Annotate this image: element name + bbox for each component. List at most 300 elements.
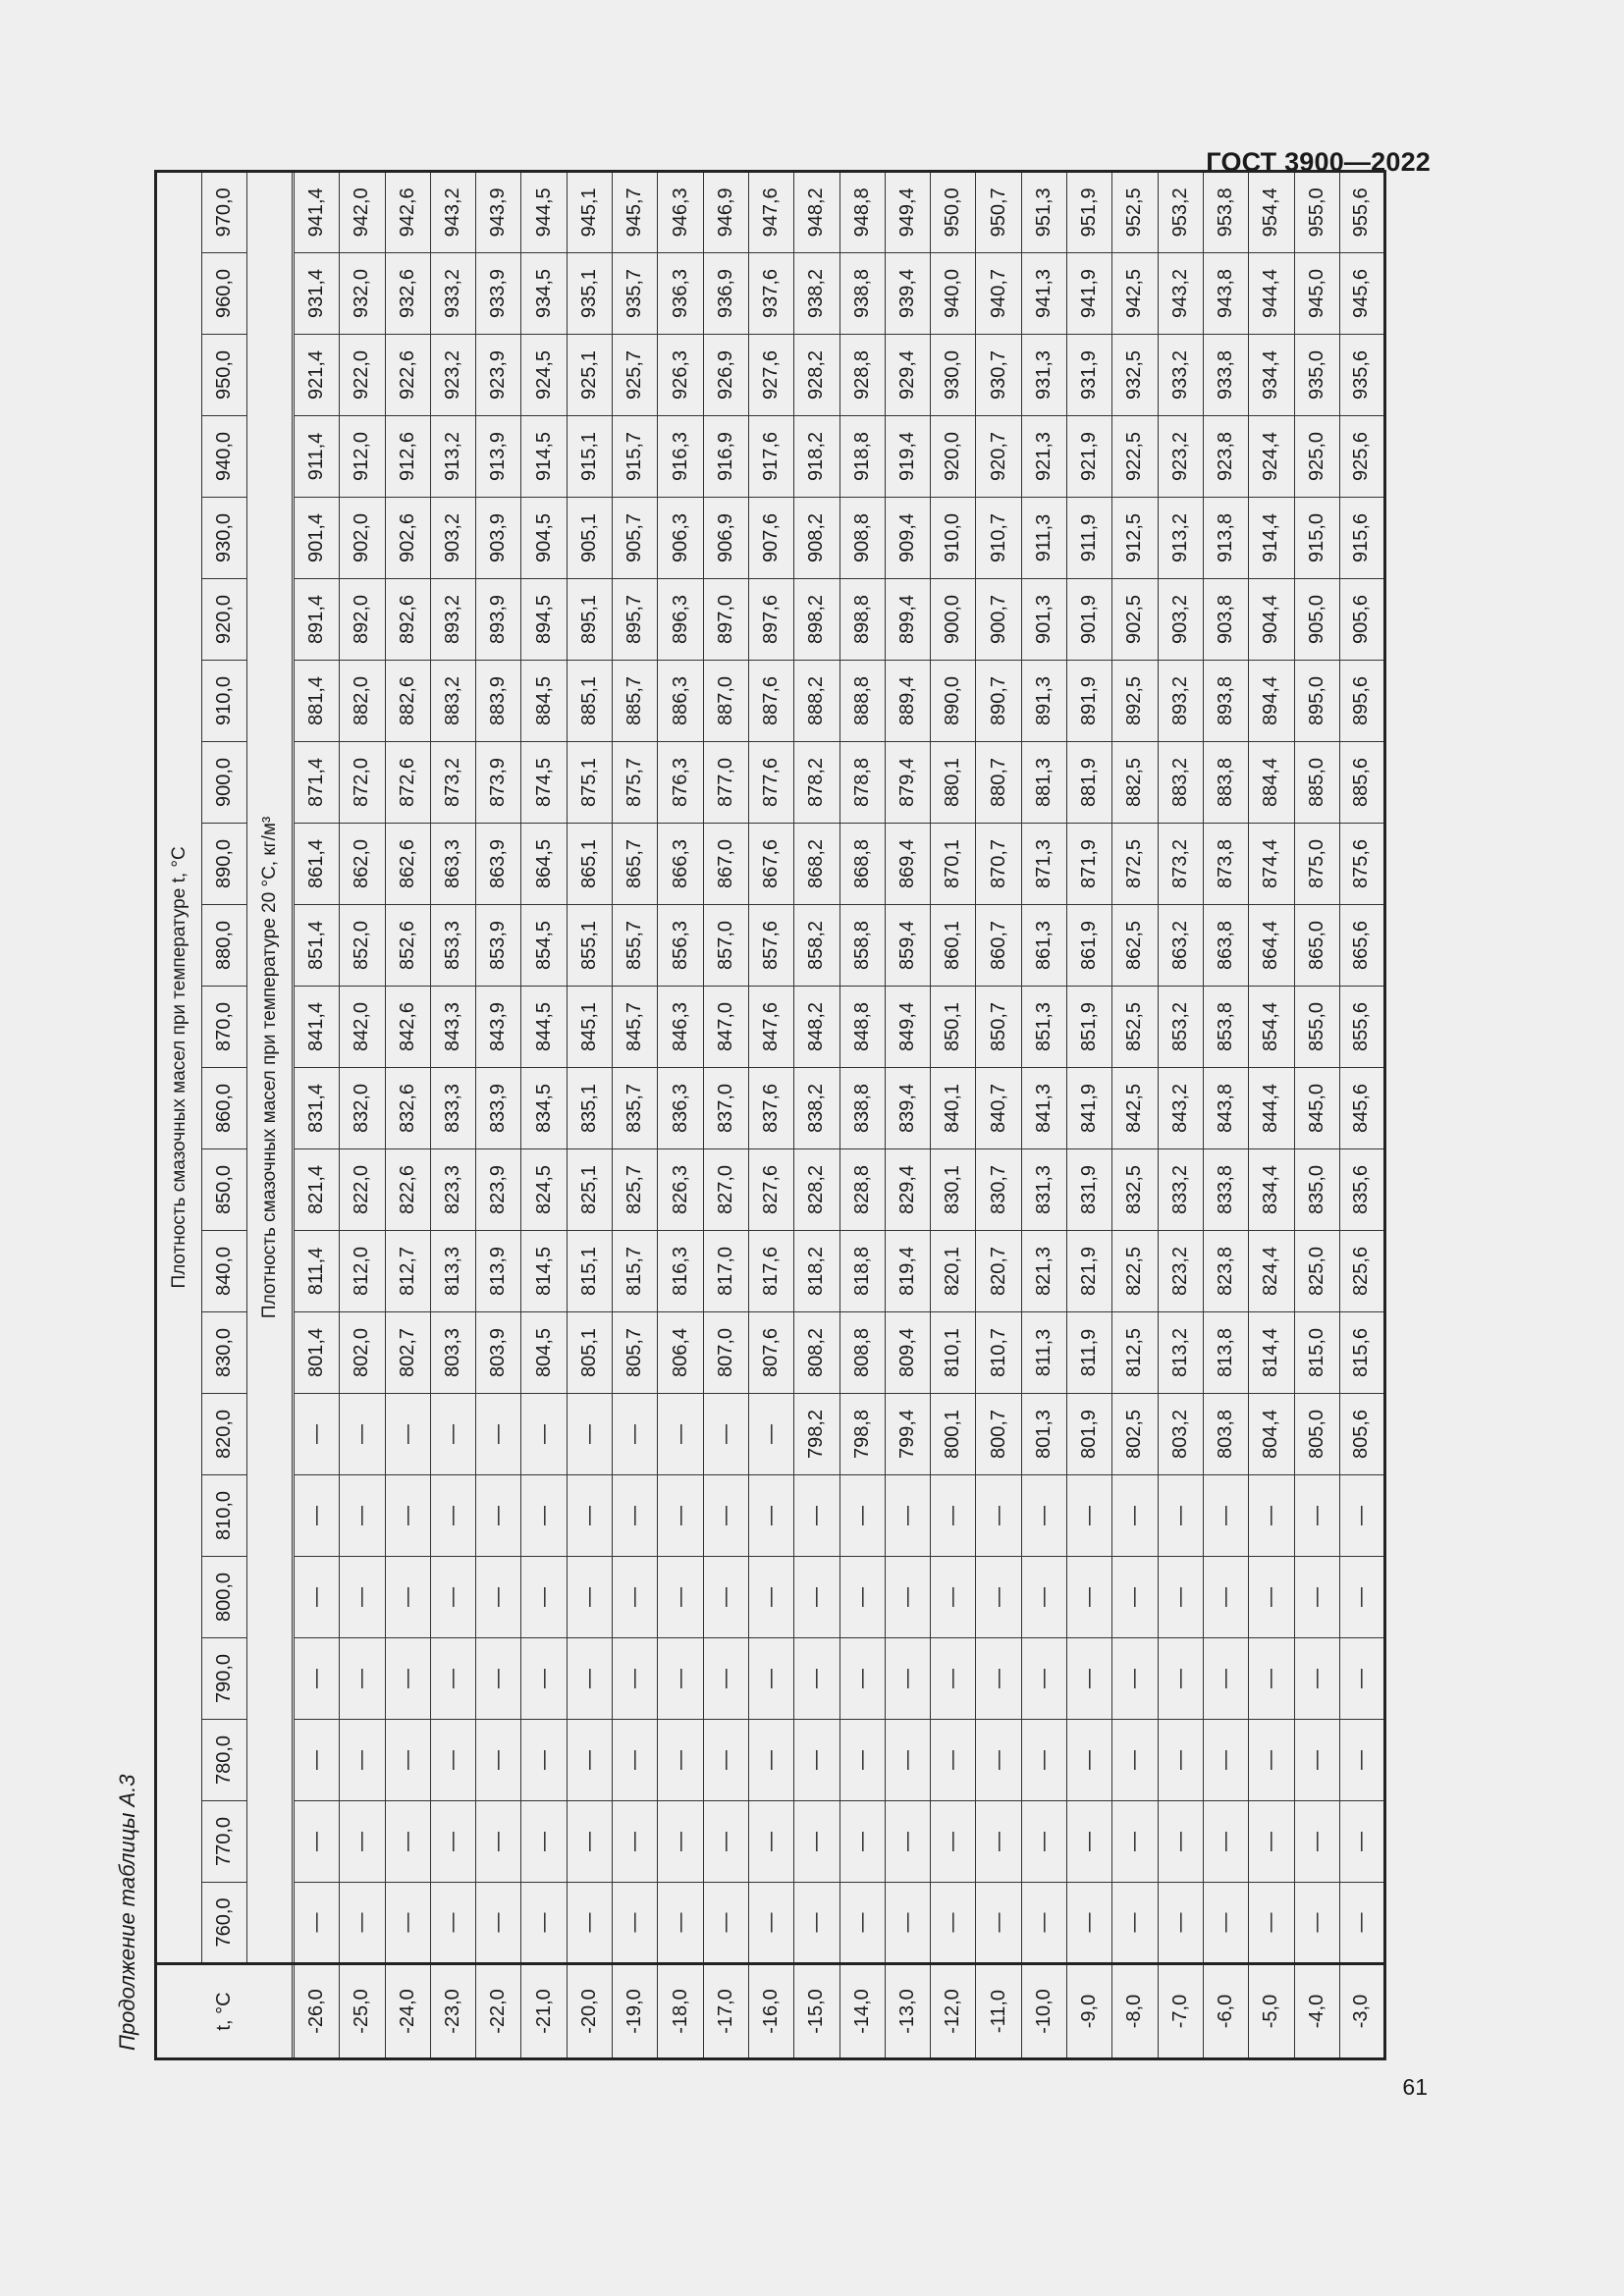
table-cell: 871,3	[1021, 824, 1066, 905]
table-cell: 874,5	[521, 742, 567, 824]
table-cell: 914,4	[1249, 498, 1294, 579]
table-cell: —	[703, 1475, 748, 1557]
table-cell: 950,7	[976, 171, 1021, 252]
table-cell: —	[703, 1394, 748, 1475]
table-cell: 903,2	[1158, 579, 1203, 661]
table-cell: —	[794, 1801, 839, 1883]
table-cell: 872,5	[1112, 824, 1158, 905]
table-cell: 885,0	[1294, 742, 1339, 824]
table-cell: —	[1158, 1475, 1203, 1557]
row-temperature: -11,0	[976, 1964, 1021, 2059]
table-cell: —	[1021, 1638, 1066, 1720]
table-cell: —	[976, 1720, 1021, 1801]
table-cell: —	[385, 1801, 430, 1883]
table-cell: 881,9	[1067, 742, 1112, 824]
document-code: ГОСТ 3900—2022	[1206, 147, 1431, 177]
table-cell: 831,9	[1067, 1149, 1112, 1231]
table-cell: —	[976, 1475, 1021, 1557]
table-cell: —	[658, 1883, 703, 1964]
table-cell: —	[931, 1638, 976, 1720]
column-header: 810,0	[202, 1475, 247, 1557]
table-cell: 880,7	[976, 742, 1021, 824]
table-cell: —	[295, 1638, 340, 1720]
table-cell: 887,6	[748, 661, 793, 742]
table-cell: —	[976, 1883, 1021, 1964]
table-cell: 831,4	[295, 1068, 340, 1149]
table-row	[794, 171, 839, 2058]
table-cell: —	[567, 1638, 612, 1720]
table-cell: 823,8	[1203, 1231, 1248, 1312]
table-cell: 873,9	[476, 742, 521, 824]
table-cell: 896,3	[658, 579, 703, 661]
table-cell: 942,0	[340, 171, 385, 252]
table-cell: —	[1249, 1720, 1294, 1801]
table-cell: —	[476, 1394, 521, 1475]
table-cell: —	[567, 1557, 612, 1638]
table-cell: —	[567, 1883, 612, 1964]
table-cell: 833,9	[476, 1068, 521, 1149]
table-cell: 833,8	[1203, 1149, 1248, 1231]
table-cell: 852,5	[1112, 987, 1158, 1068]
table-cell: 904,4	[1249, 579, 1294, 661]
table-cell: 916,3	[658, 416, 703, 498]
table-cell: 915,1	[567, 416, 612, 498]
table-cell: —	[613, 1394, 658, 1475]
table-cell: —	[885, 1801, 930, 1883]
table-cell: —	[1067, 1883, 1112, 1964]
table-cell: 827,0	[703, 1149, 748, 1231]
table-cell: 813,9	[476, 1231, 521, 1312]
table-cell: 942,5	[1112, 253, 1158, 335]
column-header: 840,0	[202, 1231, 247, 1312]
table-cell: 890,7	[976, 661, 1021, 742]
table-cell: 892,5	[1112, 661, 1158, 742]
table-cell: —	[567, 1801, 612, 1883]
row-temperature: -10,0	[1021, 1964, 1066, 2059]
table-cell: 943,8	[1203, 253, 1248, 335]
table-cell: 900,7	[976, 579, 1021, 661]
table-cell: 833,3	[430, 1068, 475, 1149]
table-cell: —	[430, 1557, 475, 1638]
table-cell: 811,9	[1067, 1312, 1112, 1394]
table-cell: —	[931, 1883, 976, 1964]
table-cell: —	[567, 1394, 612, 1475]
density-table	[154, 170, 1386, 2060]
table-cell: —	[295, 1801, 340, 1883]
table-cell: —	[839, 1720, 885, 1801]
table-cell: 922,5	[1112, 416, 1158, 498]
table-cell: —	[1112, 1475, 1158, 1557]
table-cell: 949,4	[885, 171, 930, 252]
table-cell: —	[839, 1475, 885, 1557]
table-cell: 822,5	[1112, 1231, 1158, 1312]
table-cell: 882,0	[340, 661, 385, 742]
table-cell: 910,7	[976, 498, 1021, 579]
table-cell: 854,5	[521, 905, 567, 987]
table-cell: 807,6	[748, 1312, 793, 1394]
table-cell: —	[1021, 1557, 1066, 1638]
table-cell: —	[1339, 1801, 1384, 1883]
table-cell: —	[748, 1394, 793, 1475]
table-cell: —	[658, 1557, 703, 1638]
table-cell: —	[1294, 1638, 1339, 1720]
table-cell: —	[295, 1475, 340, 1557]
table-cell: —	[1203, 1883, 1248, 1964]
table-cell: 825,1	[567, 1149, 612, 1231]
row-temperature: -21,0	[521, 1964, 567, 2059]
table-cell: 860,1	[931, 905, 976, 987]
table-cell: 919,4	[885, 416, 930, 498]
table-cell: —	[931, 1801, 976, 1883]
table-cell: 915,6	[1339, 498, 1384, 579]
table-cell: 830,1	[931, 1149, 976, 1231]
table-cell: 871,4	[295, 742, 340, 824]
table-cell: 811,4	[295, 1231, 340, 1312]
table-cell: 835,7	[613, 1068, 658, 1149]
table-cell: —	[340, 1720, 385, 1801]
table-cell: 835,6	[1339, 1149, 1384, 1231]
table-cell: 891,4	[295, 579, 340, 661]
column-header: 970,0	[202, 171, 247, 252]
table-cell: 855,6	[1339, 987, 1384, 1068]
density-at-20-header: Плотность смазочных масел при температуре 20 °C, кг/м³	[247, 171, 293, 1963]
table-cell: 847,6	[748, 987, 793, 1068]
table-cell: —	[703, 1883, 748, 1964]
table-cell: 923,2	[1158, 416, 1203, 498]
table-cell: 808,8	[839, 1312, 885, 1394]
table-cell: 824,4	[1249, 1231, 1294, 1312]
table-cell: 905,0	[1294, 579, 1339, 661]
table-cell: 802,7	[385, 1312, 430, 1394]
table-cell: 886,3	[658, 661, 703, 742]
table-cell: 885,7	[613, 661, 658, 742]
table-cell: 892,6	[385, 579, 430, 661]
table-cell: 875,7	[613, 742, 658, 824]
table-cell: 804,5	[521, 1312, 567, 1394]
table-cell: 852,6	[385, 905, 430, 987]
table-cell: 908,2	[794, 498, 839, 579]
table-cell: 876,3	[658, 742, 703, 824]
table-cell: 913,2	[430, 416, 475, 498]
table-cell: 865,7	[613, 824, 658, 905]
table-cell: 802,0	[340, 1312, 385, 1394]
column-header: 890,0	[202, 824, 247, 905]
table-cell: 941,3	[1021, 253, 1066, 335]
table-cell: 851,9	[1067, 987, 1112, 1068]
row-temperature: -25,0	[340, 1964, 385, 2059]
table-cell: —	[1249, 1475, 1294, 1557]
table-cell: 913,2	[1158, 498, 1203, 579]
table-cell: 895,1	[567, 579, 612, 661]
row-temperature: -18,0	[658, 1964, 703, 2059]
table-cell: —	[1021, 1883, 1066, 1964]
table-cell: 880,1	[931, 742, 976, 824]
table-cell: 867,6	[748, 824, 793, 905]
table-cell: 926,3	[658, 335, 703, 416]
table-cell: 865,6	[1339, 905, 1384, 987]
table-cell: 882,5	[1112, 742, 1158, 824]
table-cell: 944,5	[521, 171, 567, 252]
table-cell: 925,6	[1339, 416, 1384, 498]
column-header: 920,0	[202, 579, 247, 661]
table-cell: 842,5	[1112, 1068, 1158, 1149]
table-cell: 828,2	[794, 1149, 839, 1231]
table-cell: —	[613, 1557, 658, 1638]
table-cell: 931,4	[295, 253, 340, 335]
page-number: 61	[1402, 2074, 1428, 2100]
table-cell: 920,7	[976, 416, 1021, 498]
table-cell: 952,5	[1112, 171, 1158, 252]
table-cell: 800,7	[976, 1394, 1021, 1475]
table-cell: 890,0	[931, 661, 976, 742]
table-cell: 817,0	[703, 1231, 748, 1312]
table-cell: 898,2	[794, 579, 839, 661]
table-cell: 905,7	[613, 498, 658, 579]
table-row	[1339, 171, 1384, 2058]
table-cell: 843,2	[1158, 1068, 1203, 1149]
table-cell: 829,4	[885, 1149, 930, 1231]
table-cell: —	[1112, 1720, 1158, 1801]
row-temperature: -15,0	[794, 1964, 839, 2059]
table-cell: 905,6	[1339, 579, 1384, 661]
table-cell: —	[885, 1720, 930, 1801]
table-cell: 928,2	[794, 335, 839, 416]
table-cell: 950,0	[931, 171, 976, 252]
table-cell: —	[521, 1801, 567, 1883]
table-cell: 881,3	[1021, 742, 1066, 824]
row-temperature: -19,0	[613, 1964, 658, 2059]
table-cell: —	[1294, 1475, 1339, 1557]
table-cell: 813,3	[430, 1231, 475, 1312]
table-cell: 917,6	[748, 416, 793, 498]
table-cell: 932,0	[340, 253, 385, 335]
table-row	[1112, 171, 1158, 2058]
table-cell: 887,0	[703, 661, 748, 742]
table-cell: —	[613, 1720, 658, 1801]
table-cell: 911,3	[1021, 498, 1066, 579]
table-cell: 817,6	[748, 1231, 793, 1312]
table-cell: 895,6	[1339, 661, 1384, 742]
table-cell: —	[703, 1557, 748, 1638]
table-cell: 893,2	[430, 579, 475, 661]
table-cell: 951,9	[1067, 171, 1112, 252]
table-cell: 931,9	[1067, 335, 1112, 416]
table-cell: —	[1339, 1638, 1384, 1720]
table-cell: 937,6	[748, 253, 793, 335]
table-cell: 866,3	[658, 824, 703, 905]
table-cell: —	[613, 1801, 658, 1883]
table-cell: 838,8	[839, 1068, 885, 1149]
table-cell: 905,1	[567, 498, 612, 579]
table-cell: 940,7	[976, 253, 1021, 335]
table-row	[1158, 171, 1203, 2058]
table-cell: 845,6	[1339, 1068, 1384, 1149]
table-cell: 943,2	[1158, 253, 1203, 335]
table-cell: 832,6	[385, 1068, 430, 1149]
table-cell: 803,8	[1203, 1394, 1248, 1475]
table-cell: —	[748, 1475, 793, 1557]
table-row	[521, 171, 567, 2058]
table-cell: 854,4	[1249, 987, 1294, 1068]
table-cell: 864,5	[521, 824, 567, 905]
table-cell: —	[839, 1557, 885, 1638]
table-cell: 921,9	[1067, 416, 1112, 498]
table-cell: 925,7	[613, 335, 658, 416]
table-cell: —	[430, 1883, 475, 1964]
table-cell: —	[295, 1394, 340, 1475]
table-cell: 813,8	[1203, 1312, 1248, 1394]
row-temperature: -16,0	[748, 1964, 793, 2059]
column-header: 880,0	[202, 905, 247, 987]
table-cell: 868,8	[839, 824, 885, 905]
table-cell: 909,4	[885, 498, 930, 579]
table-cell: 814,5	[521, 1231, 567, 1312]
table-cell: 831,3	[1021, 1149, 1066, 1231]
table-cell: 851,4	[295, 905, 340, 987]
table-cell: —	[976, 1638, 1021, 1720]
table-cell: —	[1158, 1557, 1203, 1638]
column-header: 780,0	[202, 1720, 247, 1801]
table-cell: 810,7	[976, 1312, 1021, 1394]
table-cell: —	[430, 1394, 475, 1475]
table-cell: 955,0	[1294, 171, 1339, 252]
table-cell: 845,7	[613, 987, 658, 1068]
table-cell: 803,2	[1158, 1394, 1203, 1475]
table-cell: 894,4	[1249, 661, 1294, 742]
table-cell: —	[1203, 1638, 1248, 1720]
table-cell: 885,1	[567, 661, 612, 742]
table-cell: 825,7	[613, 1149, 658, 1231]
table-row	[703, 171, 748, 2058]
table-cell: 818,2	[794, 1231, 839, 1312]
table-cell: 870,1	[931, 824, 976, 905]
table-cell: 823,2	[1158, 1231, 1203, 1312]
table-cell: 921,4	[295, 335, 340, 416]
table-cell: 835,0	[1294, 1149, 1339, 1231]
table-cell: 830,7	[976, 1149, 1021, 1231]
table-cell: 803,9	[476, 1312, 521, 1394]
table-cell: 806,4	[658, 1312, 703, 1394]
table-cell: 944,4	[1249, 253, 1294, 335]
table-cell: 819,4	[885, 1231, 930, 1312]
column-header: 870,0	[202, 987, 247, 1068]
column-header: 850,0	[202, 1149, 247, 1231]
table-cell: 865,1	[567, 824, 612, 905]
table-cell: —	[340, 1475, 385, 1557]
table-cell: 893,8	[1203, 661, 1248, 742]
table-cell: 920,0	[931, 416, 976, 498]
table-cell: 855,7	[613, 905, 658, 987]
table-cell: —	[613, 1638, 658, 1720]
table-cell: —	[703, 1720, 748, 1801]
table-cell: 832,0	[340, 1068, 385, 1149]
table-cell: —	[658, 1475, 703, 1557]
table-cell: 850,1	[931, 987, 976, 1068]
table-cell: —	[658, 1394, 703, 1475]
table-cell: 935,6	[1339, 335, 1384, 416]
table-cell: 821,9	[1067, 1231, 1112, 1312]
table-cell: —	[1112, 1883, 1158, 1964]
table-cell: —	[885, 1883, 930, 1964]
table-cell: 863,9	[476, 824, 521, 905]
table-cell: —	[385, 1475, 430, 1557]
table-cell: 844,4	[1249, 1068, 1294, 1149]
table-cell: 933,9	[476, 253, 521, 335]
table-cell: 871,9	[1067, 824, 1112, 905]
table-cell: 942,6	[385, 171, 430, 252]
table-cell: 844,5	[521, 987, 567, 1068]
table-row	[567, 171, 612, 2058]
table-cell: —	[794, 1638, 839, 1720]
table-cell: 938,2	[794, 253, 839, 335]
table-cell: —	[748, 1801, 793, 1883]
table-cell: 915,7	[613, 416, 658, 498]
table-row	[340, 171, 385, 2058]
table-cell: 922,0	[340, 335, 385, 416]
table-cell: —	[703, 1801, 748, 1883]
table-cell: 800,1	[931, 1394, 976, 1475]
table-cell: —	[295, 1557, 340, 1638]
table-cell: —	[885, 1638, 930, 1720]
table-cell: —	[839, 1883, 885, 1964]
table-cell: 894,5	[521, 579, 567, 661]
rotated-table-wrapper	[113, 173, 1373, 2060]
table-row	[295, 171, 340, 2058]
table-cell: 895,0	[1294, 661, 1339, 742]
table-cell: 935,7	[613, 253, 658, 335]
table-cell: 925,1	[567, 335, 612, 416]
table-cell: 842,0	[340, 987, 385, 1068]
table-cell: —	[839, 1638, 885, 1720]
table-cell: 903,2	[430, 498, 475, 579]
table-cell: 883,8	[1203, 742, 1248, 824]
table-cell: —	[1339, 1720, 1384, 1801]
table-cell: 901,9	[1067, 579, 1112, 661]
table-cell: 927,6	[748, 335, 793, 416]
table-cell: —	[1249, 1638, 1294, 1720]
table-cell: 881,4	[295, 661, 340, 742]
table-cell: —	[340, 1883, 385, 1964]
table-cell: —	[1021, 1475, 1066, 1557]
table-cell: 906,9	[703, 498, 748, 579]
table-row	[1067, 171, 1112, 2058]
table-cell: 832,5	[1112, 1149, 1158, 1231]
row-temperature: -4,0	[1294, 1964, 1339, 2059]
table-cell: —	[430, 1475, 475, 1557]
table-cell: 820,1	[931, 1231, 976, 1312]
table-cell: 852,0	[340, 905, 385, 987]
table-cell: 853,3	[430, 905, 475, 987]
row-temperature: -23,0	[430, 1964, 475, 2059]
table-cell: 821,3	[1021, 1231, 1066, 1312]
table-cell: 884,4	[1249, 742, 1294, 824]
table-cell: 837,6	[748, 1068, 793, 1149]
table-cell: 862,5	[1112, 905, 1158, 987]
table-cell: 883,2	[1158, 742, 1203, 824]
table-cell: —	[1158, 1638, 1203, 1720]
table-cell: 911,9	[1067, 498, 1112, 579]
table-cell: 877,6	[748, 742, 793, 824]
table-cell: 845,0	[1294, 1068, 1339, 1149]
table-cell: —	[385, 1394, 430, 1475]
table-cell: 865,0	[1294, 905, 1339, 987]
table-cell: —	[748, 1883, 793, 1964]
row-temperature: -14,0	[839, 1964, 885, 2059]
table-cell: 812,5	[1112, 1312, 1158, 1394]
table-row	[613, 171, 658, 2058]
table-cell: 882,6	[385, 661, 430, 742]
table-cell: 911,4	[295, 416, 340, 498]
